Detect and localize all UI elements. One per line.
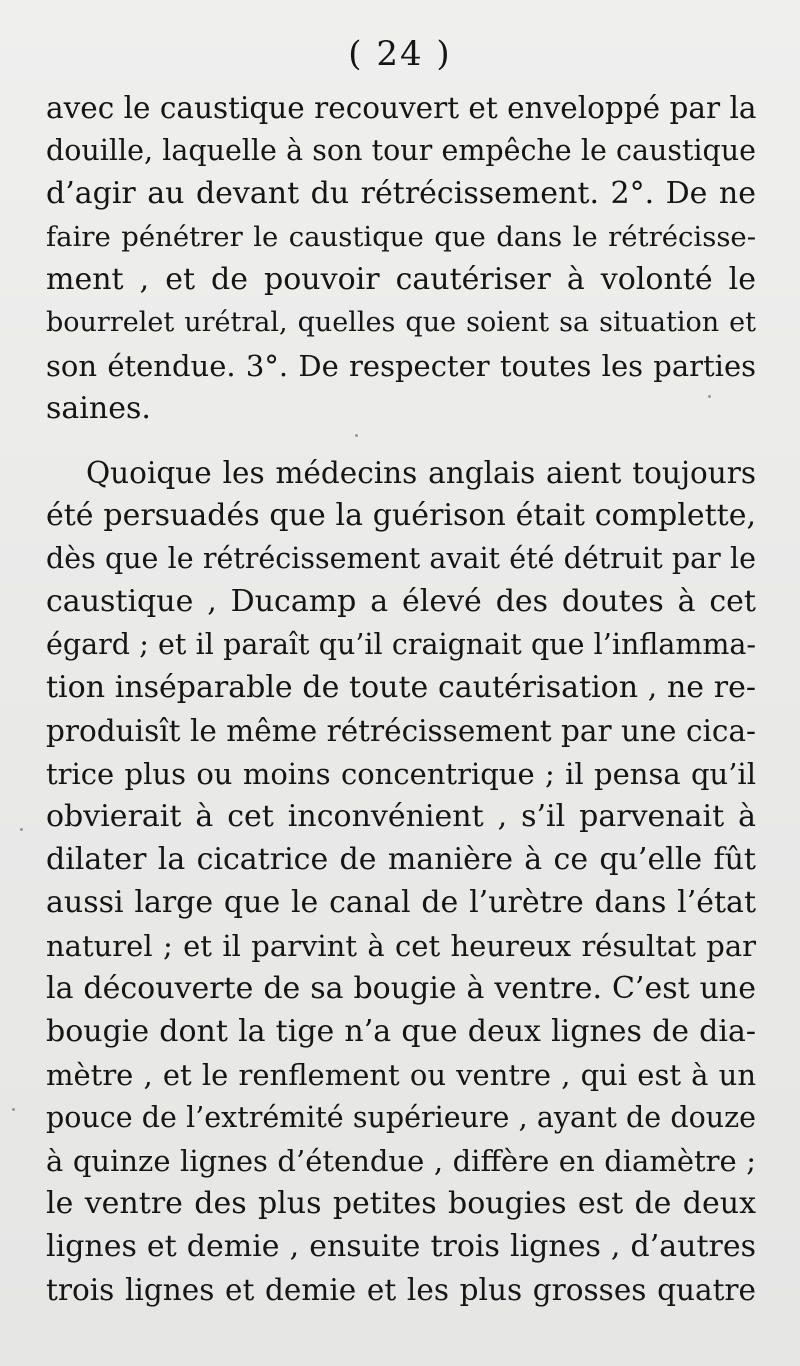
text-line: son étendue. 3°. De respecter toutes les parties: [46, 349, 756, 383]
text-line: pouce de l’extrémité supérieure , ayant de douze: [46, 1101, 756, 1134]
text-line: dès que le rétrécissement avait été détruit par le: [46, 542, 756, 575]
text-line: été persuadés que la guérison était complette,: [46, 498, 756, 533]
text-line: tion inséparable de toute cautérisation , ne re-: [46, 670, 756, 705]
text-line: faire pénétrer le caustique que dans le rétrécisse-: [46, 221, 756, 253]
text-line: produisît le même rétrécissement par une cica-: [46, 714, 756, 748]
print-speck: [708, 395, 711, 398]
text-line: d’agir au devant du rétrécissement. 2°. De ne: [46, 176, 756, 211]
print-speck: [355, 434, 358, 437]
text-line: le ventre des plus petites bougies est de deux: [46, 1186, 756, 1221]
page-number: ( 24 ): [348, 34, 452, 74]
text-line: Quoique les médecins anglais aient toujours: [86, 456, 756, 490]
text-line: lignes et demie , ensuite trois lignes , d’autres: [46, 1229, 756, 1264]
text-line: douille, laquelle à son tour empêche le caustique: [46, 134, 756, 167]
text-line: avec le caustique recouvert et enveloppé par la: [46, 91, 757, 125]
print-speck: [12, 1108, 15, 1111]
text-line: obvierait à cet inconvénient , s’il parvenait à: [46, 799, 756, 834]
print-speck: [20, 828, 23, 831]
text-line: naturel ; et il parvint à cet heureux résultat par: [46, 929, 756, 963]
text-line: trois lignes et demie et les plus grosses quatre: [46, 1273, 756, 1307]
text-line: trice plus ou moins concentrique ; il pensa qu’il: [46, 757, 756, 791]
text-line: aussi large que le canal de l’urètre dans l’état: [46, 885, 756, 920]
text-line: caustique , Ducamp a élevé des doutes à cet: [46, 584, 756, 619]
text-line: égard ; et il paraît qu’il craignait que l’inflamma-: [46, 628, 756, 661]
text-line: dilater la cicatrice de manière à ce qu’elle fût: [46, 842, 756, 877]
text-line: bourrelet urétral, quelles que soient sa situation et: [46, 307, 756, 338]
text-line: ment , et de pouvoir cautériser à volonté le: [46, 262, 756, 297]
text-line: mètre , et le renflement ou ventre , qui est à un: [46, 1058, 756, 1092]
text-line: bougie dont la tige n’a que deux lignes de dia-: [46, 1014, 756, 1049]
text-line: à quinze lignes d’étendue , diffère en diamètre ;: [46, 1144, 756, 1178]
text-line: saines.: [46, 391, 151, 426]
text-line: la découverte de sa bougie à ventre. C’est une: [46, 971, 756, 1006]
